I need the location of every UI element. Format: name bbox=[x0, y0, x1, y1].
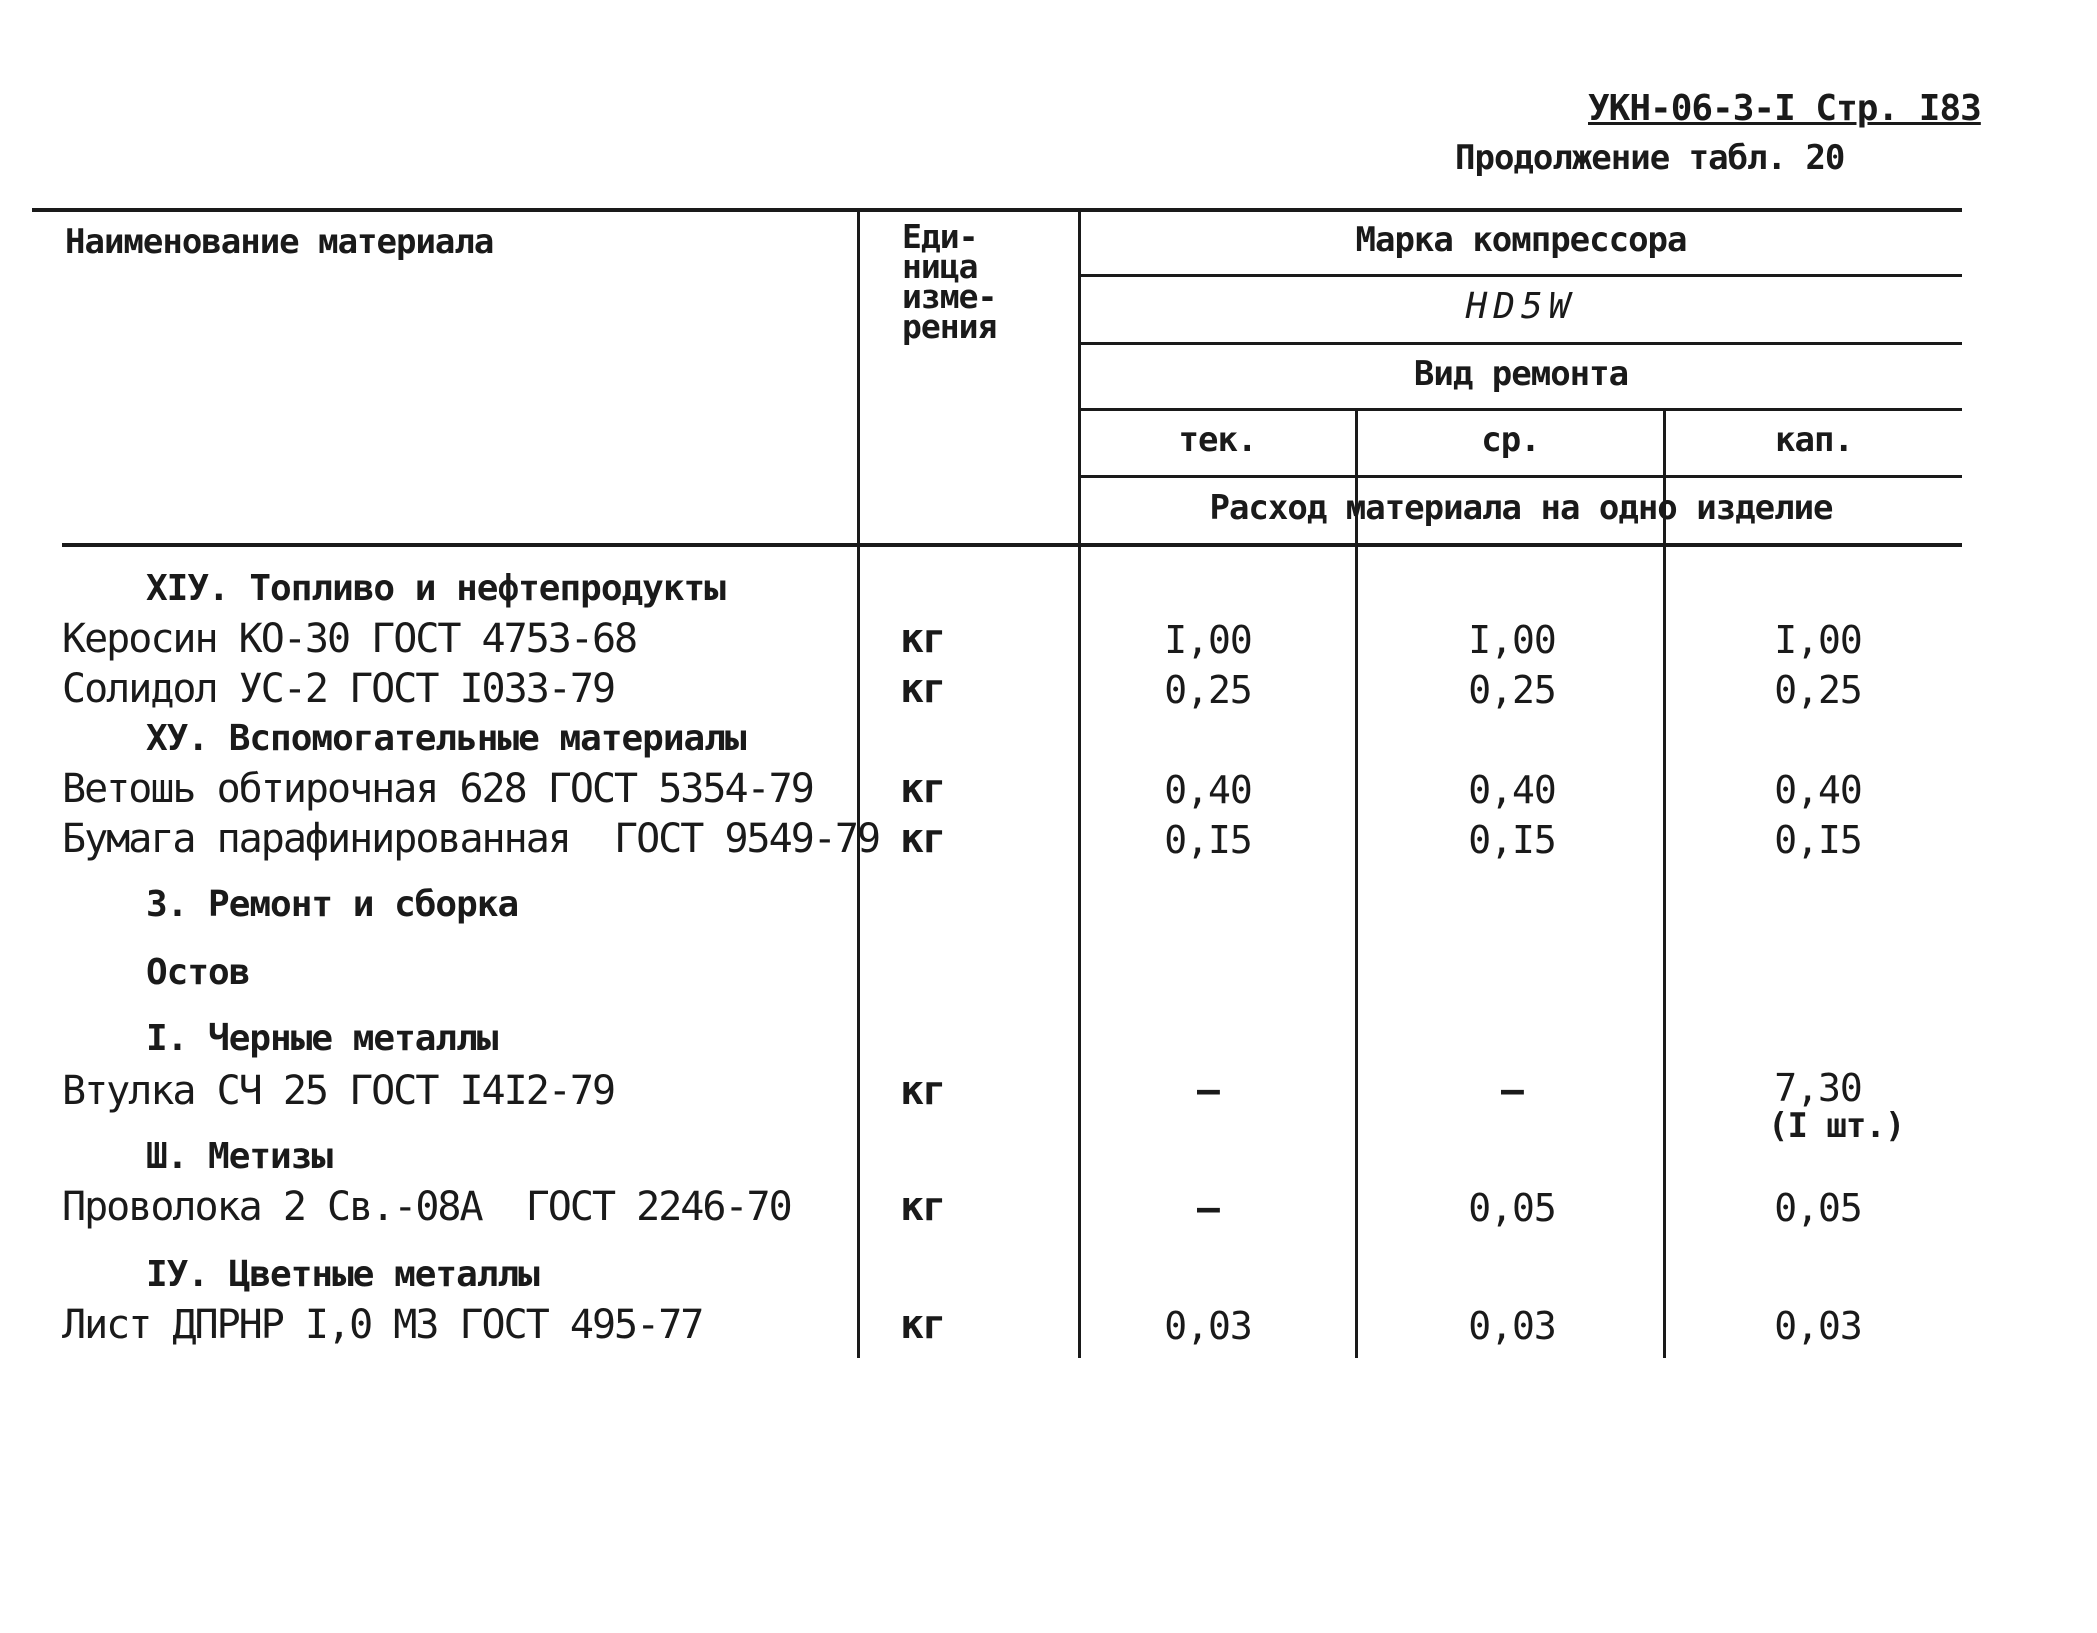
brand-divider bbox=[1080, 274, 1962, 277]
value-sr: – bbox=[1501, 1068, 1523, 1112]
section-title: Ш. Метизы bbox=[146, 1136, 333, 1177]
value-kap: 7,30 bbox=[1774, 1066, 1862, 1110]
value-kap: 0,I5 bbox=[1774, 818, 1862, 862]
header-bottom-border bbox=[62, 543, 1962, 547]
col-divider-name-unit bbox=[857, 208, 860, 1358]
material-unit: кг bbox=[900, 616, 945, 662]
value-kap: 0,03 bbox=[1774, 1304, 1862, 1348]
header-repair-type-label: Вид ремонта bbox=[1413, 354, 1629, 394]
material-name: Солидол УС-2 ГОСТ I033-79 bbox=[62, 666, 615, 712]
value-kap: I,00 bbox=[1774, 618, 1862, 662]
value-kap: 0,25 bbox=[1774, 668, 1862, 712]
value-sr: 0,05 bbox=[1468, 1186, 1556, 1230]
value-sr: 0,03 bbox=[1468, 1304, 1556, 1348]
header-repair-type-kap: кап. bbox=[1775, 420, 1853, 460]
material-unit: кг bbox=[900, 766, 945, 812]
material-name: Бумага парафинированная ГОСТ 9549-79 bbox=[62, 816, 880, 862]
header-unit: Еди- ница изме- рения bbox=[902, 217, 997, 346]
header-repair-type-sr: ср. bbox=[1481, 420, 1540, 460]
value-tek: – bbox=[1197, 1186, 1219, 1230]
value-sr: 0,40 bbox=[1468, 768, 1556, 812]
repair-types-divider bbox=[1080, 475, 1962, 478]
value-tek: 0,25 bbox=[1164, 668, 1252, 712]
value-tek: 0,03 bbox=[1164, 1304, 1252, 1348]
section-title: Остов bbox=[146, 952, 250, 993]
value-sr: 0,25 bbox=[1468, 668, 1556, 712]
material-unit: кг bbox=[900, 1068, 945, 1114]
value-tek: – bbox=[1197, 1068, 1219, 1112]
material-name: Втулка СЧ 25 ГОСТ I4I2-79 bbox=[62, 1068, 615, 1114]
header-compressor-brand: HD5W bbox=[1465, 286, 1577, 327]
header-compressor-brand-label: Марка компрессора bbox=[1355, 220, 1687, 260]
value-kap: 0,40 bbox=[1774, 768, 1862, 812]
table-continuation: Продолжение табл. 20 bbox=[1455, 138, 1845, 178]
value-tek: I,00 bbox=[1164, 618, 1252, 662]
page-code: УКН-06-3-I Стр. I83 bbox=[1588, 88, 1981, 129]
section-title: XIУ. Топливо и нефтепродукты bbox=[146, 568, 725, 609]
model-divider bbox=[1080, 342, 1962, 345]
material-unit: кг bbox=[900, 1302, 945, 1348]
col-divider-tek-sr bbox=[1355, 410, 1358, 1358]
material-name: Керосин КО-30 ГОСТ 4753-68 bbox=[62, 616, 637, 662]
material-unit: кг bbox=[900, 816, 945, 862]
material-unit: кг bbox=[900, 1184, 945, 1230]
repair-divider bbox=[1080, 408, 1962, 411]
material-name: Лист ДПРНР I,0 М3 ГОСТ 495-77 bbox=[62, 1302, 703, 1348]
section-title: I. Черные металлы bbox=[146, 1018, 498, 1059]
value-sr: I,00 bbox=[1468, 618, 1556, 662]
value-tek: 0,40 bbox=[1164, 768, 1252, 812]
section-title: ХУ. Вспомогательные материалы bbox=[146, 718, 746, 759]
table-top-border bbox=[32, 208, 1962, 212]
value-sr: 0,I5 bbox=[1468, 818, 1556, 862]
material-name: Проволока 2 Св.-08А ГОСТ 2246-70 bbox=[62, 1184, 791, 1230]
header-material-name: Наименование материала bbox=[65, 222, 494, 262]
material-name: Ветошь обтирочная 628 ГОСТ 5354-79 bbox=[62, 766, 813, 812]
material-unit: кг bbox=[900, 666, 945, 712]
value-kap-note: (I шт.) bbox=[1768, 1106, 1905, 1146]
section-title: 3. Ремонт и сборка bbox=[146, 884, 519, 925]
value-tek: 0,I5 bbox=[1164, 818, 1252, 862]
header-consumption-label: Расход материала на одно изделие bbox=[1209, 488, 1833, 528]
value-kap: 0,05 bbox=[1774, 1186, 1862, 1230]
header-repair-type-tek: тек. bbox=[1178, 420, 1257, 460]
col-divider-sr-kap bbox=[1663, 410, 1666, 1358]
section-title: IУ. Цветные металлы bbox=[146, 1254, 539, 1295]
